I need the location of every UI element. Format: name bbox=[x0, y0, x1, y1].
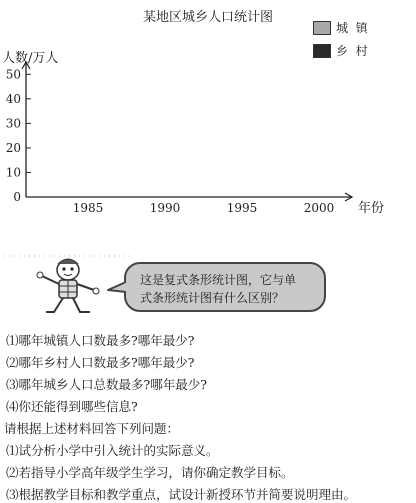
question-1: ⑴哪年城镇人口数最多?哪年最少? bbox=[6, 333, 195, 348]
y-tick-label: 20 bbox=[5, 140, 21, 155]
x-tick-label: 2000 bbox=[303, 201, 335, 215]
question-4: ⑷你还能得到哪些信息? bbox=[6, 399, 138, 414]
chart-plot bbox=[0, 0, 416, 230]
y-tick-label: 10 bbox=[5, 165, 21, 180]
x-tick-label: 1990 bbox=[149, 201, 181, 215]
y-tick-label: 30 bbox=[5, 116, 21, 131]
x-tick-label: 1985 bbox=[72, 201, 104, 215]
legend-label-urban: 城 镇 bbox=[336, 21, 368, 35]
y-tick-label: 0 bbox=[13, 190, 21, 204]
task-item-1: ⑴试分析小学中引入统计的实际意义。 bbox=[6, 443, 219, 458]
cartoon-mascot-icon bbox=[28, 256, 116, 318]
x-tick-label: 1995 bbox=[226, 201, 258, 215]
bubble-line-1: 这是复式条形统计图，它与单 bbox=[140, 273, 297, 287]
question-3: ⑶哪年城乡人口总数最多?哪年最少? bbox=[6, 377, 207, 392]
bubble-line-2: 式条形统计图有什么区别？ bbox=[140, 291, 285, 305]
task-intro: 请根据上述材料回答下列问题： bbox=[4, 421, 180, 436]
task-item-3: ⑶根据教学目标和教学重点，试设计新授环节并简要说明理由。 bbox=[6, 487, 357, 502]
y-tick-label: 40 bbox=[5, 91, 21, 106]
x-axis-label: 年份 bbox=[358, 201, 385, 216]
speech-bubble bbox=[124, 262, 326, 312]
question-2: ⑵哪年乡村人口数最多?哪年最少? bbox=[6, 355, 195, 370]
y-axis-label: 人数/万人 bbox=[2, 51, 59, 66]
chart-title: 某地区城乡人口统计图 bbox=[142, 10, 273, 25]
y-tick-label: 50 bbox=[5, 67, 21, 82]
legend-label-rural: 乡 村 bbox=[336, 44, 368, 58]
task-item-2: ⑵若指导小学高年级学生学习，请你确定教学目标。 bbox=[6, 465, 294, 480]
